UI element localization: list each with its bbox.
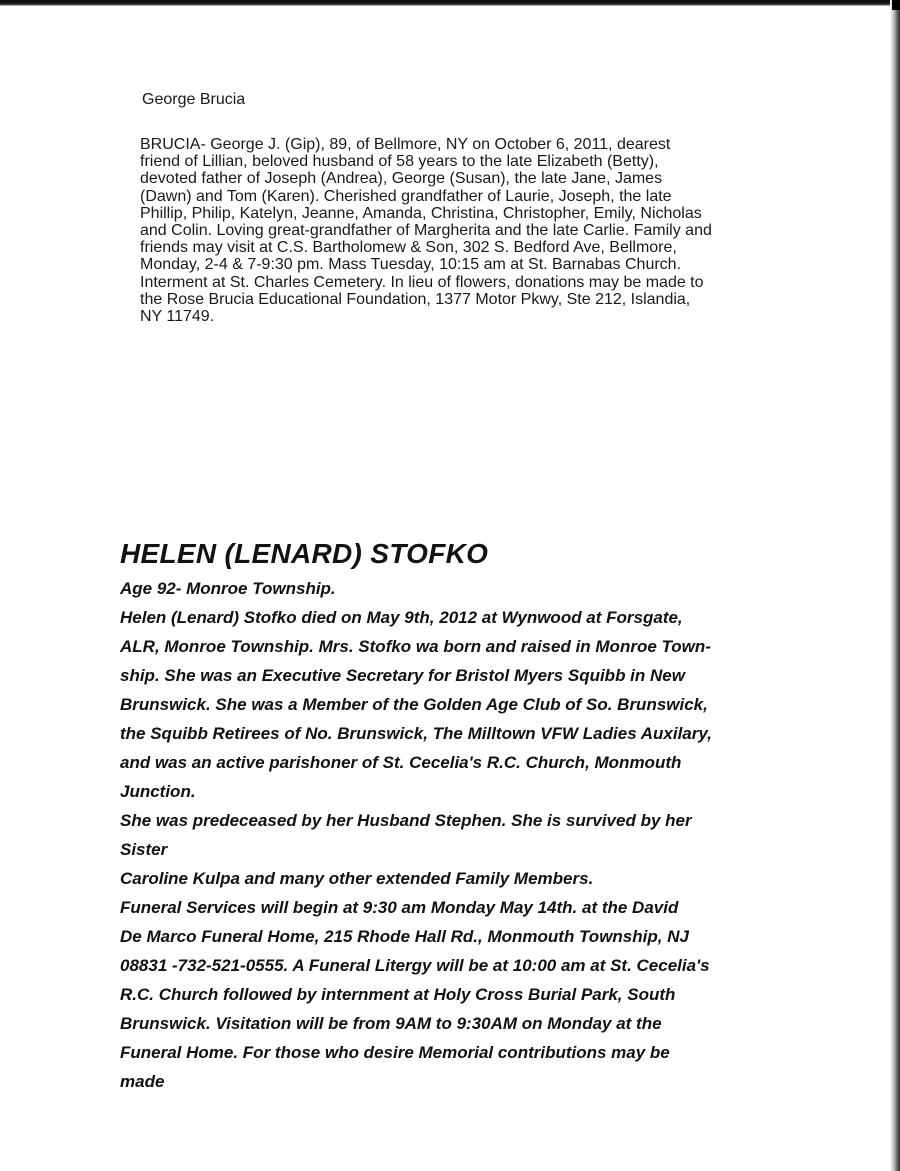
scan-corner-mark (892, 0, 900, 10)
obituary-line: the Rose Brucia Educational Foundation, 1377 Motor Pkwy, Ste 212, Islandia, (140, 290, 691, 308)
obituary-line: Funeral Services will begin at 9:30 am Monday May 14th. at the David (120, 898, 679, 917)
obituary-line: Sister (120, 840, 168, 859)
obituary-line: the Squibb Retirees of No. Brunswick, The Milltown VFW Ladies Auxilary, (120, 724, 712, 743)
obituary-line: and was an active parishoner of St. Cecelia's R.C. Church, Monmouth (120, 753, 682, 772)
obituary-line: Junction. (120, 782, 196, 801)
obituary-name: George Brucia (142, 91, 246, 108)
obituary-george-brucia (140, 90, 820, 325)
obituary-body (120, 574, 800, 1091)
obituary-title: HELEN (LENARD) STOFKO (120, 538, 489, 569)
obituary-line: ALR, Monroe Township. Mrs. Stofko wa born and raised in Monroe Town- (120, 637, 711, 656)
obituary-line: Funeral Home. For those who desire Memorial contributions may be (120, 1043, 670, 1062)
obituary-helen-stofko (120, 534, 800, 1091)
obituary-line: De Marco Funeral Home, 215 Rhode Hall Rd., Monmouth Township, NJ (120, 927, 689, 946)
obituary-line: Caroline Kulpa and many other extended Family Members. (120, 869, 594, 888)
obituary-body (140, 136, 820, 325)
obituary-line: ship. She was an Executive Secretary for Bristol Myers Squibb in New (120, 666, 685, 685)
obituary-line: Age 92- Monroe Township. (120, 579, 336, 598)
obituary-line-cut-off: made (120, 1072, 165, 1091)
obituary-line: Interment at St. Charles Cemetery. In lieu of flowers, donations may be made to (140, 273, 704, 291)
obituary-line: Phillip, Philip, Katelyn, Jeanne, Amanda, Christina, Christopher, Emily, Nicholas (140, 204, 702, 222)
obituary-line: NY 11749. (140, 308, 215, 326)
obituary-line: She was predeceased by her Husband Stephen. She is survived by her (120, 811, 692, 830)
obituary-line: Helen (Lenard) Stofko died on May 9th, 2012 at Wynwood at Forsgate, (120, 608, 683, 627)
obituary-line: Monday, 2-4 & 7-9:30 pm. Mass Tuesday, 10:15 am at St. Barnabas Church. (140, 256, 682, 274)
obituary-line: BRUCIA- George J. (Gip), 89, of Bellmore, NY on October 6, 2011, dearest (140, 136, 671, 153)
obituary-line: devoted father of Joseph (Andrea), George (Susan), the late Jane, James (140, 170, 663, 188)
obituary-line: 08831 -732-521-0555. A Funeral Litergy will be at 10:00 am at St. Cecelia's (120, 956, 710, 975)
obituary-line: (Dawn) and Tom (Karen). Cherished grandfather of Laurie, Joseph, the late (140, 187, 672, 205)
scan-right-edge (890, 0, 900, 1171)
obituary-line: Brunswick. She was a Member of the Golden Age Club of So. Brunswick, (120, 695, 708, 714)
obituary-line: friend of Lillian, beloved husband of 58 years to the late Elizabeth (Betty), (140, 153, 659, 171)
obituary-line: friends may visit at C.S. Bartholomew & Son, 302 S. Bedford Ave, Bellmore, (140, 239, 677, 257)
obituary-line: R.C. Church followed by internment at Holy Cross Burial Park, South (120, 985, 676, 1004)
scan-top-edge (0, 0, 900, 6)
obituary-line: and Colin. Loving great-grandfather of Margherita and the late Carlie. Family and (140, 222, 712, 240)
obituary-line: Brunswick. Visitation will be from 9AM to 9:30AM on Monday at the (120, 1014, 662, 1033)
